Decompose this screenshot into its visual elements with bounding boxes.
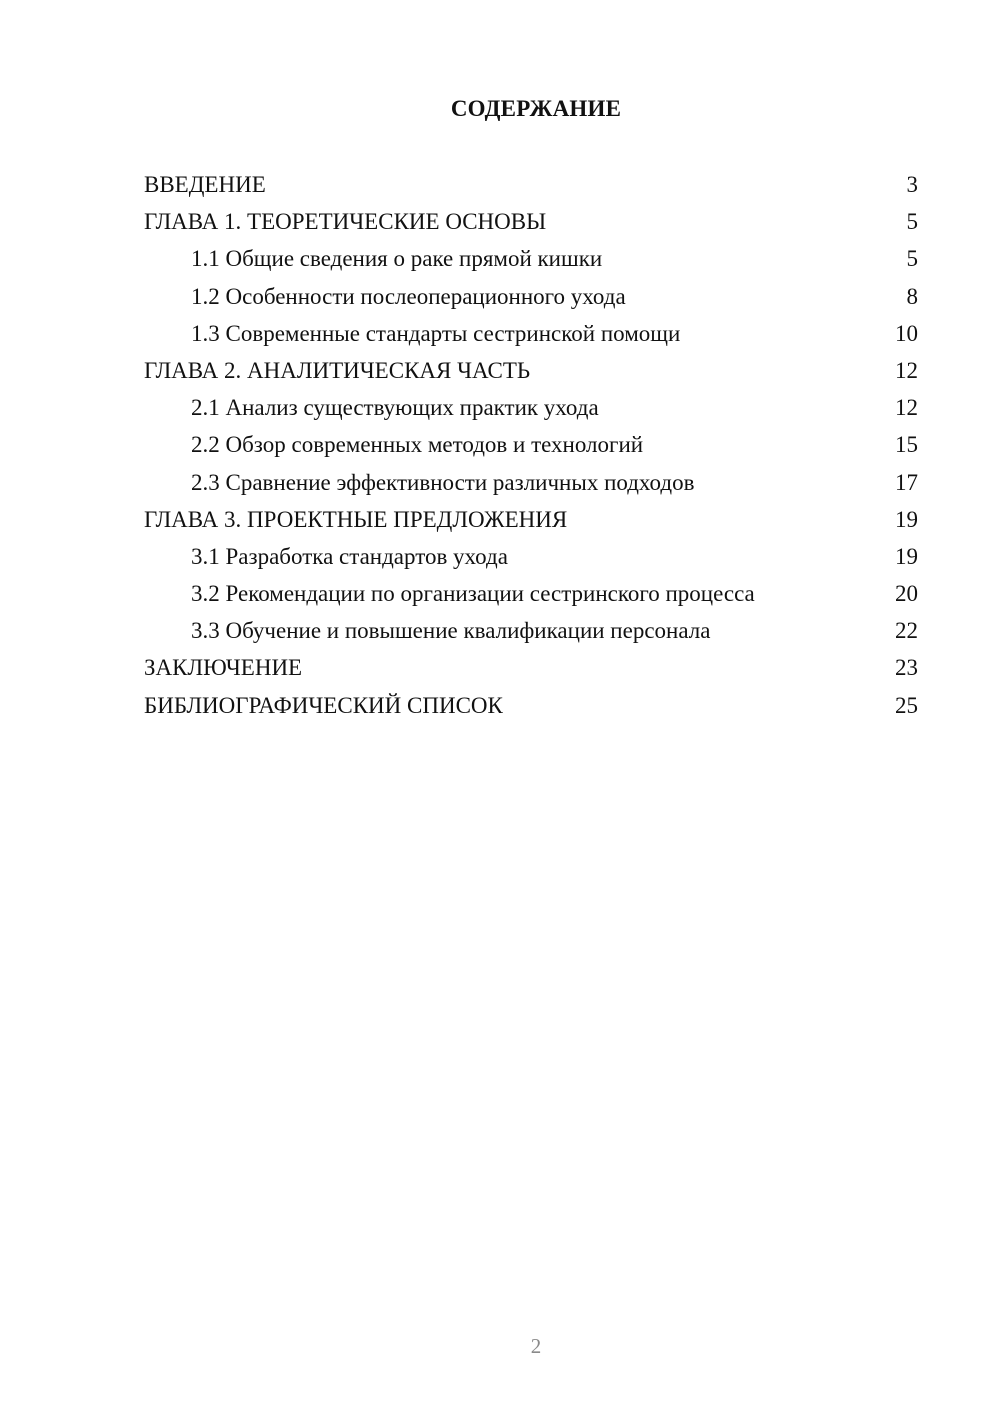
toc-entry-section-2-3[interactable]: [144, 464, 918, 501]
toc-entry-page: 12: [895, 357, 918, 383]
toc-entry-page: 25: [895, 692, 918, 718]
toc-entry-section-1-1[interactable]: [144, 240, 918, 277]
toc-entry-page: 15: [895, 432, 918, 458]
toc-entry-label: 2.3 Сравнение эффективности различных подходов: [191, 469, 695, 495]
toc-entry-chapter-3[interactable]: [144, 501, 918, 538]
toc-title: СОДЕРЖАНИЕ: [450, 96, 622, 121]
toc-entry-label: ГЛАВА 3. ПРОЕКТНЫЕ ПРЕДЛОЖЕНИЯ: [144, 506, 568, 532]
toc-entry-section-1-3[interactable]: [144, 315, 918, 352]
toc-entry-chapter-2[interactable]: [144, 352, 918, 389]
toc-entry-section-3-1[interactable]: [144, 538, 918, 575]
toc-entry-conclusion[interactable]: [144, 649, 918, 686]
toc-entry-bibliography[interactable]: [144, 687, 918, 724]
toc-entry-page: 19: [895, 543, 918, 569]
table-of-contents: [144, 166, 918, 724]
toc-entry-label: ВВЕДЕНИЕ: [144, 172, 266, 197]
toc-entry-page: 17: [895, 469, 918, 495]
toc-entry-label: 3.1 Разработка стандартов ухода: [191, 543, 508, 569]
toc-entry-page: 3: [906, 172, 918, 197]
toc-entry-introduction[interactable]: [144, 166, 918, 203]
toc-entry-section-3-3[interactable]: [144, 612, 918, 649]
toc-entry-section-1-2[interactable]: [144, 278, 918, 315]
toc-entry-page: 20: [895, 581, 918, 607]
toc-entry-label: ГЛАВА 1. ТЕОРЕТИЧЕСКИЕ ОСНОВЫ: [144, 209, 547, 235]
toc-entry-label: 1.2 Особенности послеоперационного ухода: [191, 283, 626, 309]
toc-entry-chapter-1[interactable]: [144, 203, 918, 240]
toc-entry-page: 12: [895, 395, 918, 421]
toc-entry-label: 3.2 Рекомендации по организации сестринского процесса: [191, 581, 755, 607]
toc-entry-label: БИБЛИОГРАФИЧЕСКИЙ СПИСОК: [144, 692, 503, 718]
toc-entry-page: 10: [895, 320, 918, 346]
toc-entry-section-2-1[interactable]: [144, 389, 918, 426]
toc-entry-label: 3.3 Обучение и повышение квалификации персонала: [191, 618, 711, 644]
toc-entry-section-3-2[interactable]: [144, 575, 918, 612]
toc-entry-page: 19: [895, 506, 918, 532]
page-number: 2: [530, 1334, 542, 1358]
toc-entry-label: 1.1 Общие сведения о раке прямой кишки: [191, 246, 603, 272]
toc-entry-page: 5: [906, 246, 918, 272]
toc-entry-page: 5: [906, 209, 918, 235]
toc-entry-label: ЗАКЛЮЧЕНИЕ: [144, 655, 303, 681]
toc-entry-label: ГЛАВА 2. АНАЛИТИЧЕСКАЯ ЧАСТЬ: [144, 357, 531, 383]
toc-entry-label: 1.3 Современные стандарты сестринской помощи: [191, 320, 681, 346]
toc-entry-page: 23: [895, 655, 918, 681]
toc-entry-section-2-2[interactable]: [144, 426, 918, 463]
toc-entry-page: 22: [895, 618, 918, 644]
toc-entry-label: 2.2 Обзор современных методов и технологий: [191, 432, 644, 458]
toc-entry-page: 8: [906, 283, 918, 309]
toc-entry-label: 2.1 Анализ существующих практик ухода: [191, 395, 599, 421]
